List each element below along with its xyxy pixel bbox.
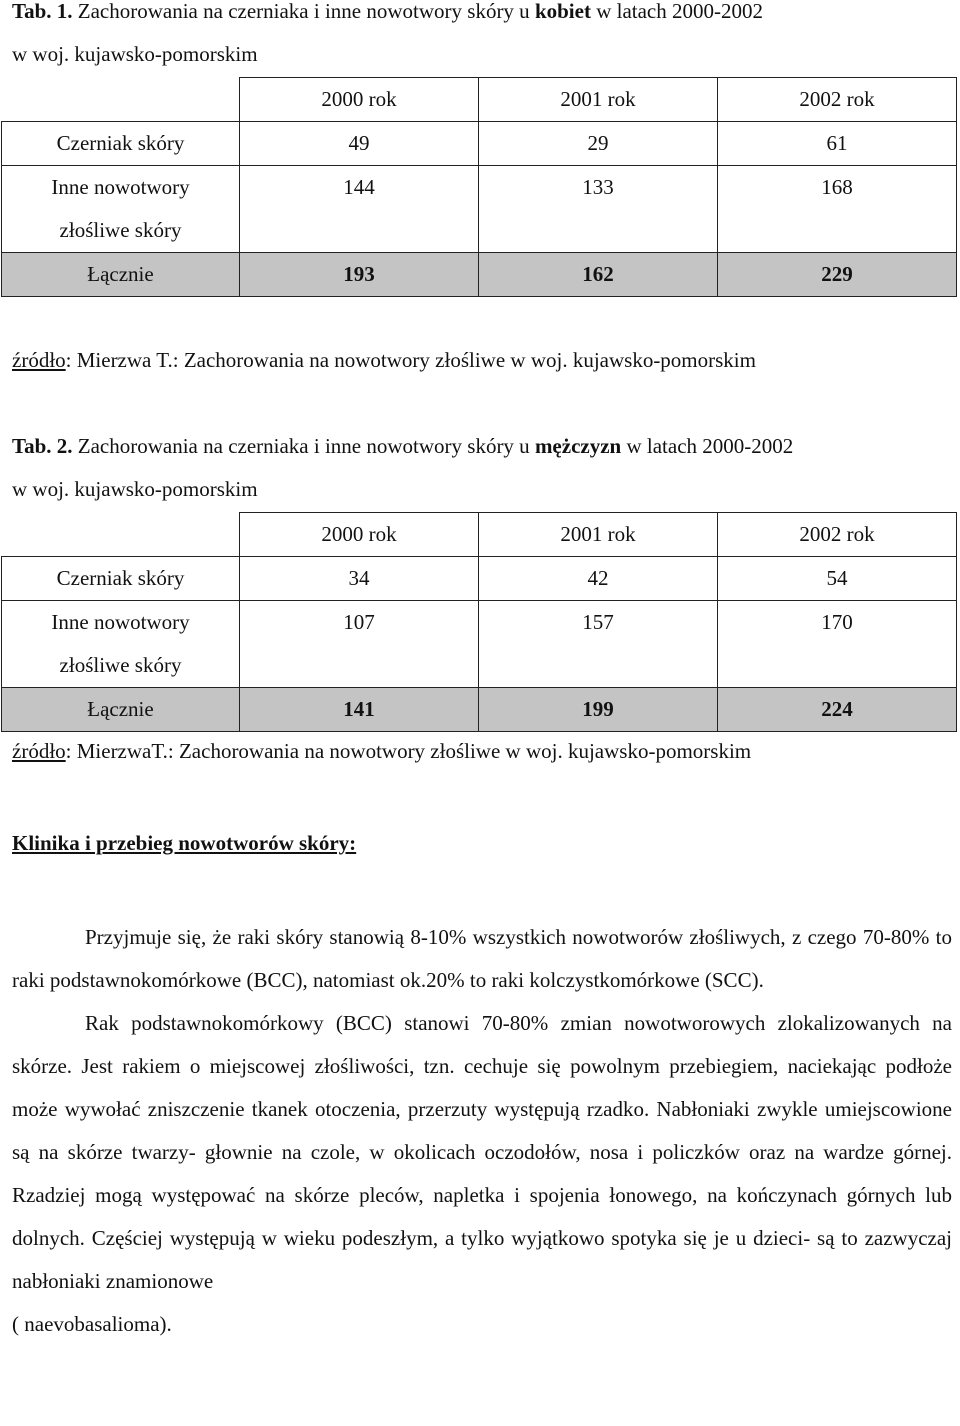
source-text: : Mierzwa T.: Zachorowania na nowotwory złośliwe w woj. kujawsko-pomorskim	[65, 348, 756, 372]
table-total-row	[2, 253, 957, 297]
table-1-caption-line2: w woj. kujawsko-pomorskim	[12, 42, 258, 66]
table-corner-cell	[2, 513, 240, 557]
total-cell: 224	[718, 688, 957, 732]
paragraph: ( naevobasalioma).	[12, 1312, 172, 1336]
table-header-cell: 2001 rok	[479, 513, 718, 557]
table-2	[1, 512, 957, 732]
row-label-line-2: złośliwe skóry	[59, 218, 182, 242]
row-label-line-1: Inne nowotwory	[51, 610, 190, 634]
section-heading: Klinika i przebieg nowotworów skóry:	[12, 831, 357, 855]
table-cell: 49	[240, 122, 479, 166]
paragraph: Przyjmuje się, że raki skóry stanowią 8-10% wszystkich nowotworów złośliwych, z czego 70-80% to raki podstawnokomórkowe (BCC), natomiast ok.20% to raki kolczystkomórkowe (SCC).	[12, 925, 952, 992]
table-header-row	[2, 513, 957, 557]
table-cell: 170	[718, 601, 957, 688]
table-row	[2, 122, 957, 166]
total-cell: 141	[240, 688, 479, 732]
row-label: Czerniak skóry	[2, 557, 240, 601]
table-row	[2, 557, 957, 601]
table-cell: 61	[718, 122, 957, 166]
source-label: źródło	[12, 739, 66, 763]
row-label	[2, 166, 240, 253]
table-cell: 133	[479, 166, 718, 253]
table-header-cell: 2001 rok	[479, 78, 718, 122]
body-text	[12, 916, 952, 1346]
row-label-line-1: Inne nowotwory	[51, 175, 190, 199]
table-cell: 42	[479, 557, 718, 601]
table-cell: 157	[479, 601, 718, 688]
source-text: : MierzwaT.: Zachorowania na nowotwory złośliwe w woj. kujawsko-pomorskim	[65, 739, 752, 763]
table-cell: 168	[718, 166, 957, 253]
total-cell: 193	[240, 253, 479, 297]
total-label: Łącznie	[2, 253, 240, 297]
table-1	[1, 77, 957, 297]
table-header-cell: 2000 rok	[240, 513, 479, 557]
total-cell: 162	[479, 253, 718, 297]
table-2-source	[12, 736, 948, 766]
table-cell: 107	[240, 601, 479, 688]
table-cell: 34	[240, 557, 479, 601]
table-1-source	[12, 345, 948, 375]
table-header-cell: 2002 rok	[718, 513, 957, 557]
table-cell: 54	[718, 557, 957, 601]
table-row	[2, 601, 957, 688]
table-2-caption-bold: mężczyzn	[534, 434, 622, 458]
source-label: źródło	[12, 348, 66, 372]
table-cell: 29	[479, 122, 718, 166]
table-2-caption	[12, 425, 948, 511]
total-cell: 229	[718, 253, 957, 297]
table-cell: 144	[240, 166, 479, 253]
table-1-caption-bold: kobiet	[534, 0, 591, 23]
table-2-caption-text-a: Zachorowania na czerniaka i inne nowotwory skóry u	[72, 434, 535, 458]
table-header-cell: 2002 rok	[718, 78, 957, 122]
row-label-line-2: złośliwe skóry	[59, 653, 182, 677]
table-row	[2, 166, 957, 253]
table-2-caption-text-b: w latach 2000-2002	[621, 434, 794, 458]
table-total-row	[2, 688, 957, 732]
total-cell: 199	[479, 688, 718, 732]
row-label: Czerniak skóry	[2, 122, 240, 166]
table-1-caption-text-b: w latach 2000-2002	[590, 0, 763, 23]
table-header-cell: 2000 rok	[240, 78, 479, 122]
row-label	[2, 601, 240, 688]
table-1-caption	[12, 0, 948, 76]
table-corner-cell	[2, 78, 240, 122]
table-1-caption-prefix: Tab. 1.	[12, 0, 73, 23]
table-2-caption-prefix: Tab. 2.	[12, 434, 73, 458]
table-2-caption-line2: w woj. kujawsko-pomorskim	[12, 477, 258, 501]
table-1-caption-text-a: Zachorowania na czerniaka i inne nowotwory skóry u	[72, 0, 535, 23]
table-header-row	[2, 78, 957, 122]
total-label: Łącznie	[2, 688, 240, 732]
paragraph: Rak podstawnokomórkowy (BCC) stanowi 70-80% zmian nowotworowych zlokalizowanych na skórze. Jest rakiem o miejscowej złośliwości, tzn. cechuje się powolnym przebiegiem, naciekając podłoże może wywołać zniszczenie tkanek otoczenia, przerzuty występują rzadko. Nabłoniaki zwykle umiejscowione są na skórze twarzy- głownie na czole, w okolicach oczodołów, nosa i policzków oraz na wardze górnej. Rzadziej mogą występować na skórze pleców, napletka i spojenia łonowego, na kończynach górnych lub dolnych. Częściej występują w wieku podeszłym, a tylko wyjątkowo spotyka się je u dzieci- są to zazwyczaj nabłoniaki znamionowe	[12, 1011, 952, 1293]
